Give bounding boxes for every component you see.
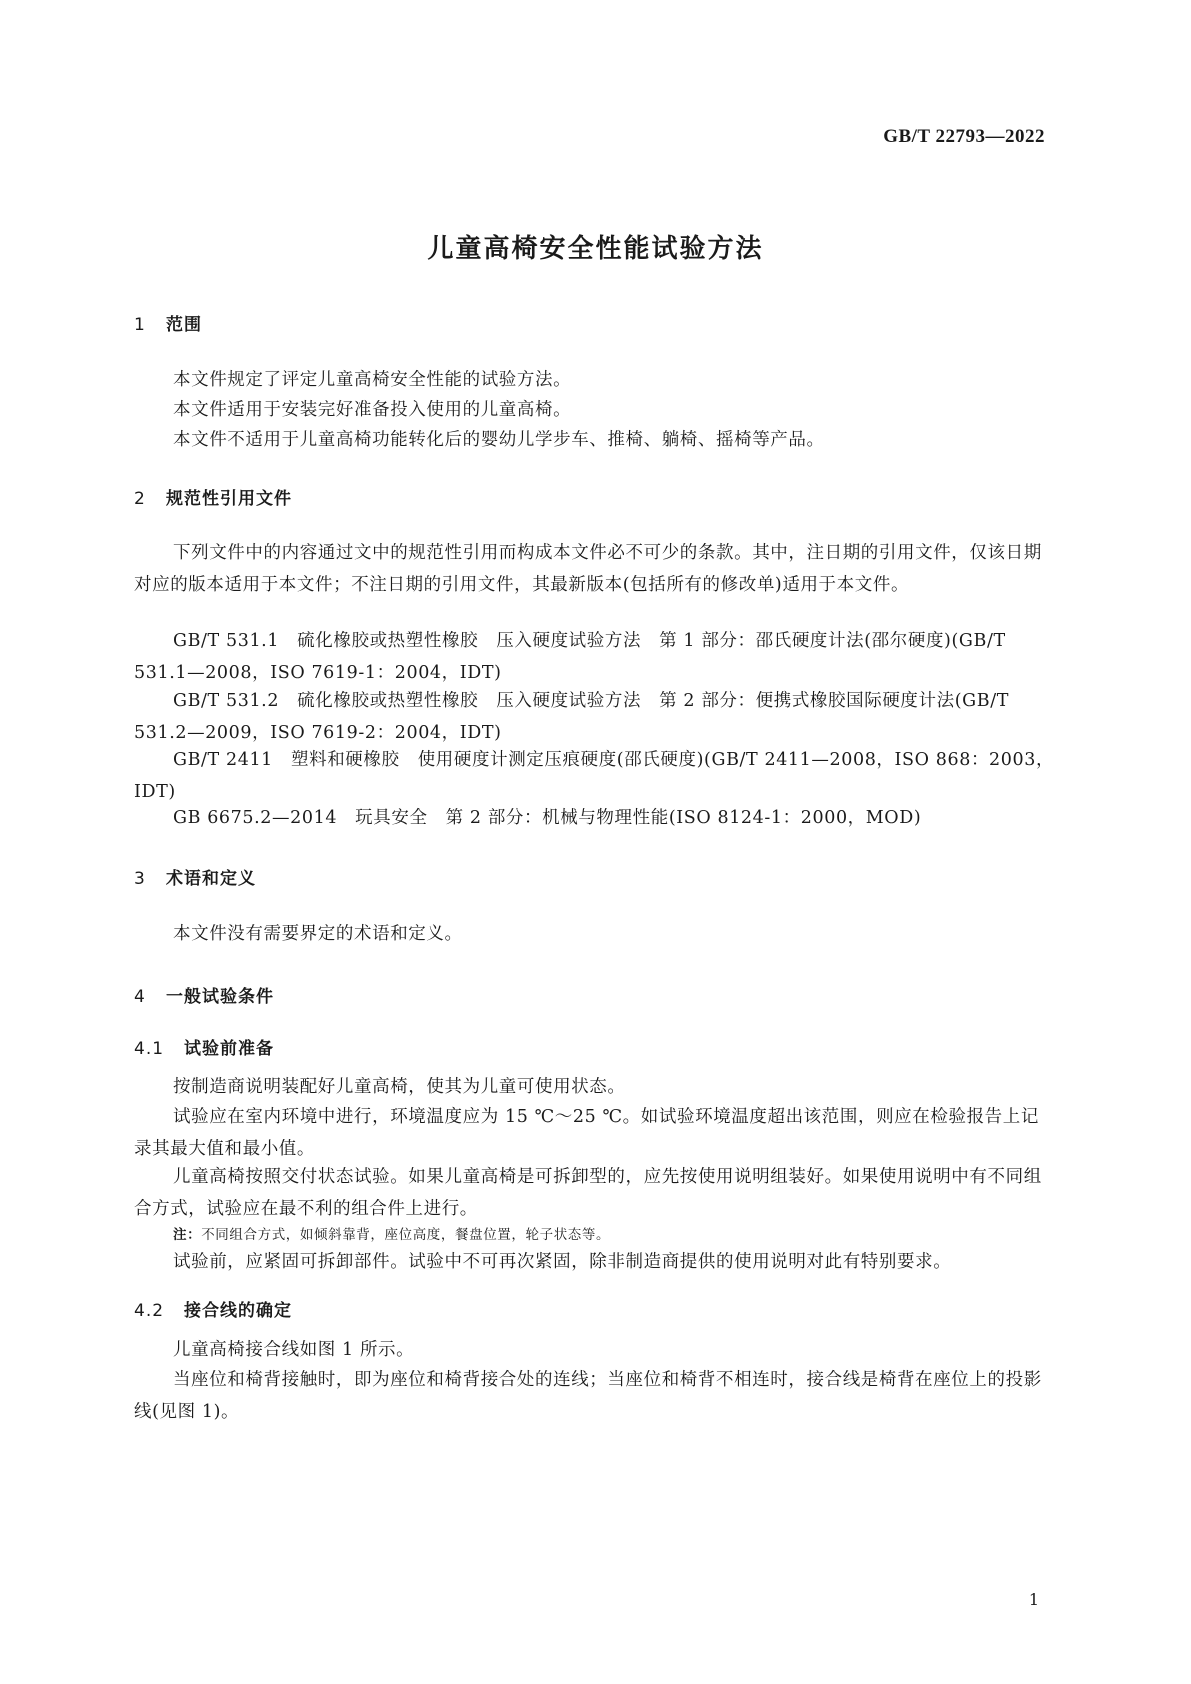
paragraph: 本文件适用于安装完好准备投入使用的儿童高椅。	[173, 400, 572, 420]
subsection-title: 接合线的确定	[184, 1301, 292, 1321]
note-label: 注：	[173, 1227, 202, 1243]
subsection-number: 4.2	[134, 1301, 165, 1321]
paragraph: 儿童高椅接合线如图 1 所示。	[173, 1340, 415, 1360]
subsection-number: 4.1	[134, 1039, 165, 1059]
reference-item: GB/T 2411 塑料和硬橡胶 使用硬度计测定压痕硬度(邵氏硬度)(GB/T 2411—2008，ISO 868：2003，IDT)	[134, 750, 1055, 802]
section-number: 1	[134, 315, 146, 335]
paragraph: 本文件没有需要界定的术语和定义。	[173, 924, 463, 944]
section-number: 3	[134, 869, 146, 889]
page-number: 1	[1028, 1590, 1039, 1609]
section-4-heading	[134, 982, 274, 1007]
section-title: 范围	[166, 315, 202, 335]
reference-item: GB/T 531.2 硫化橡胶或热塑性橡胶 压入硬度试验方法 第 2 部分：便携式橡胶国际硬度计法(GB/T 531.2—2009，ISO 7619-2：2004，IDT)	[134, 691, 1009, 743]
paragraph: 本文件规定了评定儿童高椅安全性能的试验方法。	[173, 370, 572, 390]
reference-item: GB/T 531.1 硫化橡胶或热塑性橡胶 压入硬度试验方法 第 1 部分：邵氏硬度计法(邵尔硬度)(GB/T 531.1—2008，ISO 7619-1：2004，IDT)	[134, 631, 1006, 683]
subsection-title: 试验前准备	[184, 1039, 274, 1059]
paragraph: 试验前，应紧固可拆卸部件。试验中不可再次紧固，除非制造商提供的使用说明对此有特别要求。	[173, 1252, 952, 1272]
note	[173, 1223, 610, 1243]
paragraph: 试验应在室内环境中进行，环境温度应为 15 ℃～25 ℃。如试验环境温度超出该范围，则应在检验报告上记录其最大值和最小值。	[134, 1107, 1039, 1159]
section-title: 一般试验条件	[166, 987, 274, 1007]
section-title: 规范性引用文件	[166, 489, 292, 509]
section-title: 术语和定义	[166, 869, 256, 889]
section-3-heading	[134, 864, 256, 889]
subsection-4-1-heading	[134, 1034, 274, 1059]
document-title: 儿童高椅安全性能试验方法	[427, 234, 764, 264]
reference-item: GB 6675.2—2014 玩具安全 第 2 部分：机械与物理性能(ISO 8124-1：2000，MOD)	[173, 808, 922, 828]
section-number: 4	[134, 987, 146, 1007]
section-2-heading	[134, 484, 292, 509]
paragraph: 儿童高椅按照交付状态试验。如果儿童高椅是可拆卸型的，应先按使用说明组装好。如果使用说明中有不同组合方式，试验应在最不利的组合件上进行。	[134, 1167, 1042, 1219]
note-text: 不同组合方式，如倾斜靠背，座位高度，餐盘位置，轮子状态等。	[201, 1227, 611, 1243]
paragraph: 下列文件中的内容通过文中的规范性引用而构成本文件必不可少的条款。其中，注日期的引用文件，仅该日期对应的版本适用于本文件；不注日期的引用文件，其最新版本(包括所有的修改单)适用于本文件。	[134, 543, 1042, 595]
subsection-4-2-heading	[134, 1296, 292, 1321]
standard-number: GB/T 22793—2022	[883, 126, 1045, 147]
paragraph: 当座位和椅背接触时，即为座位和椅背接合处的连线；当座位和椅背不相连时，接合线是椅背在座位上的投影线(见图 1)。	[134, 1370, 1042, 1422]
paragraph: 本文件不适用于儿童高椅功能转化后的婴幼儿学步车、推椅、躺椅、摇椅等产品。	[173, 430, 825, 450]
section-number: 2	[134, 489, 146, 509]
paragraph: 按制造商说明装配好儿童高椅，使其为儿童可使用状态。	[173, 1077, 626, 1097]
section-1-heading	[134, 310, 202, 335]
